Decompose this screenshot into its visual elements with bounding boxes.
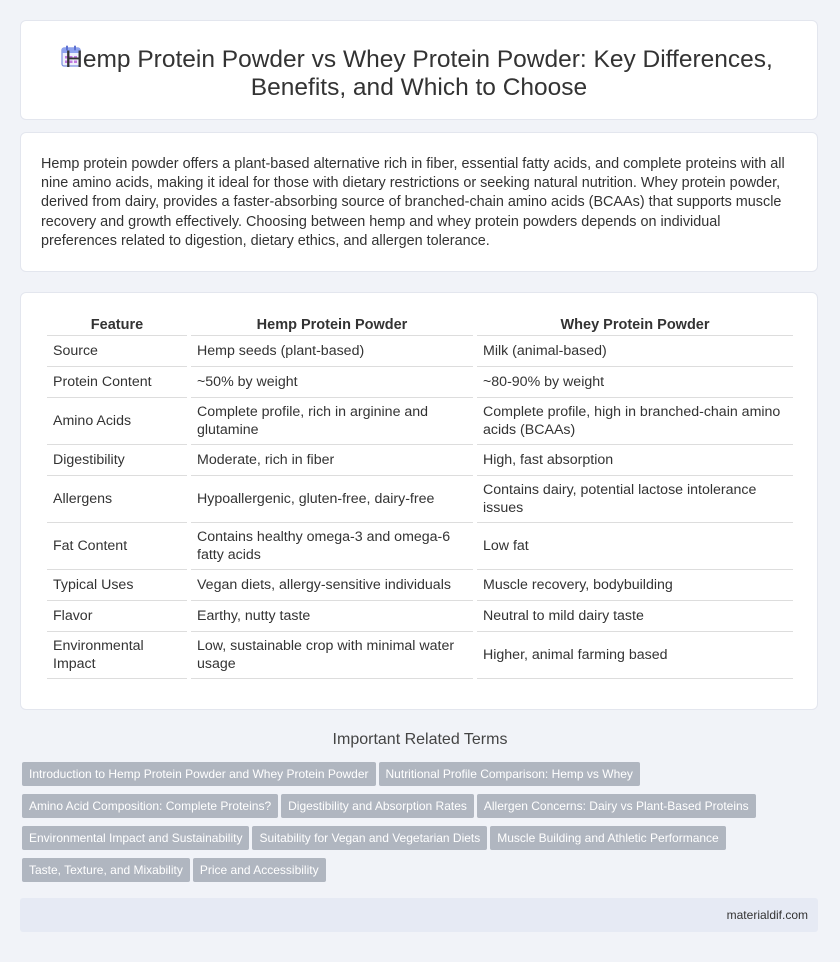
row-feature-cell: Source <box>47 336 187 367</box>
row-feature-cell: Flavor <box>47 601 187 632</box>
table-row <box>47 570 793 601</box>
related-term-tag[interactable]: Muscle Building and Athletic Performance <box>490 826 725 850</box>
row-whey-cell: Neutral to mild dairy taste <box>477 601 793 632</box>
page-title-line-2: Benefits, and Which to Choose <box>250 74 588 101</box>
row-whey-cell: High, fast absorption <box>477 445 793 476</box>
table-row <box>47 367 793 398</box>
related-term-tag[interactable]: Introduction to Hemp Protein Powder and Whey Protein Powder <box>22 762 376 786</box>
row-whey-cell: Muscle recovery, bodybuilding <box>477 570 793 601</box>
row-whey-cell: Milk (animal-based) <box>477 336 793 367</box>
row-hemp-cell: Hemp seeds (plant-based) <box>191 336 473 367</box>
row-feature-cell: Fat Content <box>47 523 187 570</box>
header-feature: Feature <box>47 313 187 336</box>
row-hemp-cell: Moderate, rich in fiber <box>191 445 473 476</box>
row-feature-cell: Typical Uses <box>47 570 187 601</box>
row-whey-cell: ~80-90% by weight <box>477 367 793 398</box>
table-row <box>47 398 793 445</box>
table-header-row <box>47 313 793 336</box>
row-feature-cell: Protein Content <box>47 367 187 398</box>
footer-site[interactable]: materialdif.com <box>726 908 808 922</box>
row-whey-cell: Higher, animal farming based <box>477 632 793 679</box>
page-title-line-1: Hemp Protein Powder vs Whey Protein Powder: Key Differences, <box>65 46 773 73</box>
row-hemp-cell: Hypoallergenic, gluten-free, dairy-free <box>191 476 473 523</box>
row-hemp-cell: Low, sustainable crop with minimal water usage <box>191 632 473 679</box>
related-term-tag[interactable]: Price and Accessibility <box>193 858 326 882</box>
related-term-tag[interactable]: Digestibility and Absorption Rates <box>281 794 474 818</box>
table-row <box>47 523 793 570</box>
comparison-table <box>43 313 797 679</box>
row-hemp-cell: Earthy, nutty taste <box>191 601 473 632</box>
row-whey-cell: Contains dairy, potential lactose intolerance issues <box>477 476 793 523</box>
table-row <box>47 445 793 476</box>
row-feature-cell: Allergens <box>47 476 187 523</box>
related-term-tag[interactable]: Environmental Impact and Sustainability <box>22 826 249 850</box>
row-hemp-cell: Vegan diets, allergy-sensitive individuals <box>191 570 473 601</box>
comparison-card <box>20 292 818 710</box>
row-hemp-cell: ~50% by weight <box>191 367 473 398</box>
title-card <box>20 20 818 120</box>
table-row <box>47 476 793 523</box>
page-title <box>21 46 817 102</box>
footer <box>20 898 818 932</box>
table-row <box>47 601 793 632</box>
related-term-tag[interactable]: Taste, Texture, and Mixability <box>22 858 190 882</box>
row-feature-cell: Digestibility <box>47 445 187 476</box>
header-whey: Whey Protein Powder <box>477 313 793 336</box>
table-row <box>47 632 793 679</box>
row-feature-cell: Amino Acids <box>47 398 187 445</box>
related-terms-list <box>22 762 802 890</box>
related-term-tag[interactable]: Nutritional Profile Comparison: Hemp vs Whey <box>379 762 640 786</box>
header-hemp: Hemp Protein Powder <box>191 313 473 336</box>
row-feature-cell: Environmental Impact <box>47 632 187 679</box>
related-term-tag[interactable]: Allergen Concerns: Dairy vs Plant-Based Proteins <box>477 794 756 818</box>
related-term-tag[interactable]: Suitability for Vegan and Vegetarian Diets <box>252 826 487 850</box>
related-term-tag[interactable]: Amino Acid Composition: Complete Proteins? <box>22 794 278 818</box>
table-row <box>47 336 793 367</box>
row-hemp-cell: Complete profile, rich in arginine and glutamine <box>191 398 473 445</box>
intro-paragraph: Hemp protein powder offers a plant-based alternative rich in fiber, essential fatty acids, and complete proteins with all nine amino acids, making it ideal for those with dietary restrictions or seeking natural nutrition. Whey protein powder, derived from dairy, provides a faster-absorbing source of branched-chain amino acids (BCAAs) that supports muscle recovery and growth effectively. Choosing between hemp and whey protein powders depends on individual preferences related to digestion, dietary ethics, and allergen tolerance. <box>41 156 785 249</box>
row-hemp-cell: Contains healthy omega-3 and omega-6 fatty acids <box>191 523 473 570</box>
related-terms-title: Important Related Terms <box>332 731 508 748</box>
row-whey-cell: Low fat <box>477 523 793 570</box>
row-whey-cell: Complete profile, high in branched-chain amino acids (BCAAs) <box>477 398 793 445</box>
intro-card <box>20 132 818 272</box>
